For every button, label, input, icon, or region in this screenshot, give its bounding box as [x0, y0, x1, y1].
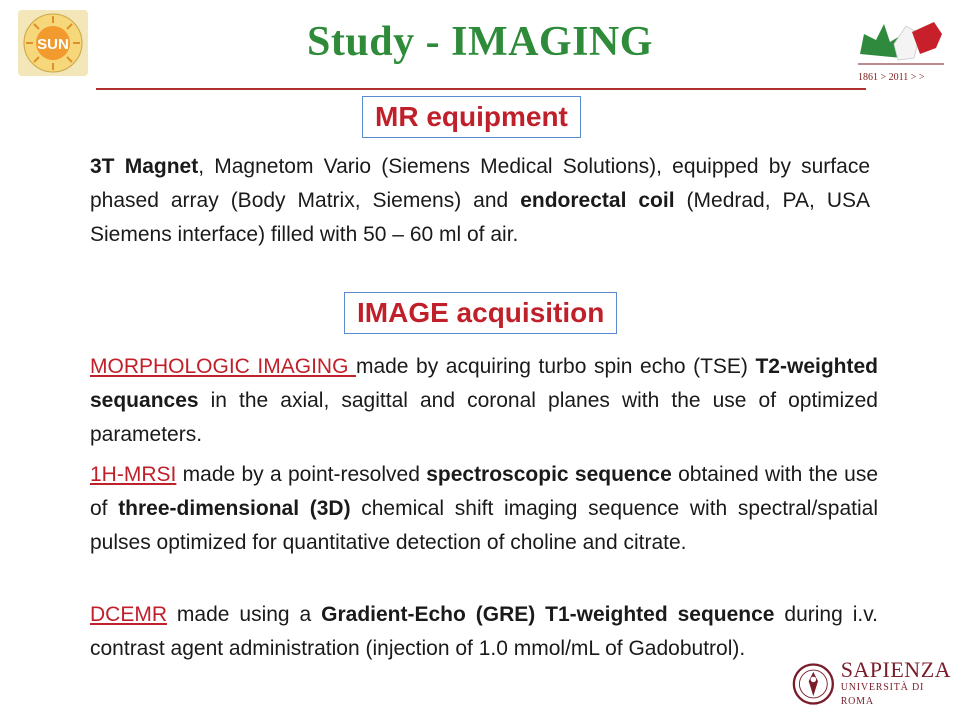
- emphasis-text: spectroscopic sequence: [426, 463, 672, 486]
- technique-label: DCEMR: [90, 603, 167, 626]
- body-text: during i.v. contrast agent administration (injection of 1.0 mmol/mL of Gadobutrol).: [90, 603, 878, 660]
- emphasis-text: T2-weighted sequances: [90, 355, 878, 412]
- mr-equipment-heading: MR equipment: [362, 96, 581, 138]
- image-acquisition-heading: IMAGE acquisition: [344, 292, 617, 334]
- sapienza-subtitle: UNIVERSITÀ DI ROMA: [840, 682, 925, 707]
- body-text: in the axial, sagittal and coronal planes with the use of optimized parameters.: [90, 389, 878, 446]
- italian-flag-icon: [854, 14, 946, 74]
- body-text: , Magnetom Vario (Siemens Medical Solutions), equipped by surface phased array (Body Matrix, Siemens) and: [90, 155, 870, 212]
- header-divider: [96, 88, 866, 90]
- mr-equipment-text: [90, 150, 870, 252]
- emphasis-text: Gradient-Echo (GRE) T1-weighted sequence: [321, 603, 775, 626]
- anniversary-logo: [854, 14, 946, 86]
- body-text: (Medrad, PA, USA Siemens interface) filled with 50 – 60 ml of air.: [90, 189, 870, 246]
- body-text: made using a: [167, 603, 322, 626]
- body-text: made by a point-resolved: [176, 463, 427, 486]
- emphasis-text: three-dimensional (3D): [118, 497, 351, 520]
- dcemr-paragraph: [90, 598, 878, 666]
- sun-logo-text: SUN: [37, 36, 69, 53]
- technique-label: MORPHOLOGIC IMAGING: [90, 355, 356, 378]
- emphasis-text: 3T Magnet: [90, 155, 199, 178]
- sapienza-name: SAPIENZA: [840, 657, 952, 682]
- sapienza-logo: [792, 656, 952, 712]
- mrsi-paragraph: [90, 458, 878, 560]
- morphologic-imaging-paragraph: [90, 350, 878, 452]
- emphasis-text: endorectal coil: [520, 189, 675, 212]
- anniversary-years: 1861 > 2011 > >: [858, 72, 925, 83]
- technique-label: 1H-MRSI: [90, 463, 177, 486]
- page-title: Study - IMAGING: [307, 19, 653, 65]
- sapienza-seal-icon: [792, 661, 835, 707]
- body-text: chemical shift imaging sequence with spectral/spatial pulses optimized for quantitative detection of choline and citrate.: [90, 497, 878, 554]
- body-text: made by acquiring turbo spin echo (TSE): [355, 355, 756, 378]
- body-text: obtained with the use of: [90, 463, 878, 520]
